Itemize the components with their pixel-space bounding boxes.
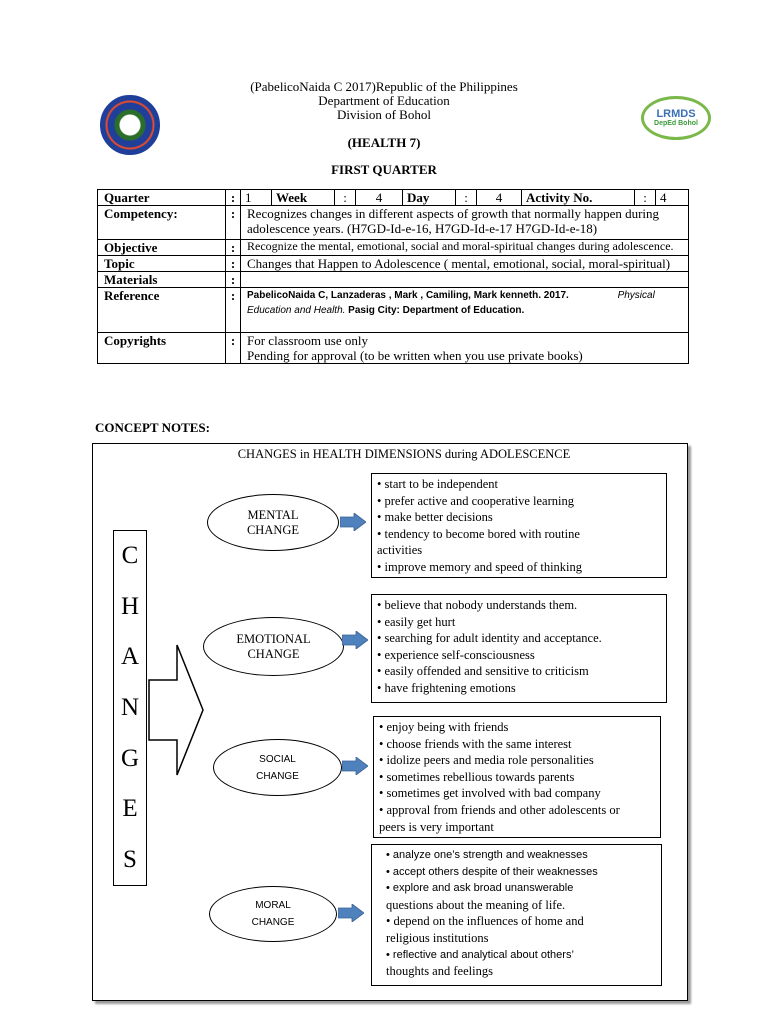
lrmds-logo <box>641 96 711 140</box>
header-line-3: Division of Bohol <box>337 107 431 122</box>
colon: : <box>226 190 241 206</box>
right-arrow-icon <box>340 513 366 531</box>
reference-book-title: Physical Education and Health. <box>247 290 655 316</box>
mental-change-oval <box>207 494 339 551</box>
materials-text <box>241 272 689 288</box>
day-label: Day <box>403 190 456 205</box>
topic-label: Topic <box>98 256 226 272</box>
diagram-title: CHANGES in HEALTH DIMENSIONS during ADOLESCENCE <box>237 447 571 461</box>
colon: : <box>226 288 241 333</box>
reference-text <box>241 288 689 333</box>
list-item: • approval from friends and other adolescents or <box>379 802 620 817</box>
lrmds-logo-text: LRMDS <box>656 107 696 120</box>
activity-value: 4 <box>660 190 667 205</box>
list-item: • searching for adult identity and acceptance. <box>377 631 602 646</box>
big-right-arrow-icon <box>147 640 207 780</box>
colon: : <box>456 190 477 205</box>
competency-row <box>98 206 689 240</box>
list-item: questions about the meaning of life. <box>386 897 566 912</box>
topic-text: Changes that Happen to Adolescence ( mental, emotional, social, moral-spiritual) <box>241 256 689 272</box>
list-item: • tendency to become bored with routine <box>377 526 580 541</box>
changes-letter: G <box>120 744 140 772</box>
list-item: peers is very important <box>379 819 494 834</box>
list-item: • analyze one’s strength and weaknesses <box>386 849 588 861</box>
subject-title: (HEALTH 7) <box>347 135 421 150</box>
copyrights-label: Copyrights <box>98 333 226 364</box>
list-item: • make better decisions <box>377 510 493 525</box>
social-change-oval <box>213 739 342 796</box>
quarter-value: 1 <box>241 190 272 205</box>
emotional-change-label: EMOTIONAL CHANGE <box>236 631 311 661</box>
list-item: • accept others despite of their weaknesses <box>386 865 598 878</box>
colon: : <box>226 240 241 256</box>
copyrights-line-2: Pending for approval (to be written when you use private books) <box>247 348 583 363</box>
mental-change-box <box>371 473 667 578</box>
list-item: • improve memory and speed of thinking <box>377 559 583 574</box>
list-item: thoughts and feelings <box>386 964 493 979</box>
list-item: • experience self-consciousness <box>377 647 535 662</box>
emotional-change-oval <box>203 617 344 676</box>
list-item: activities <box>377 543 423 558</box>
objective-label: Objective <box>98 240 226 256</box>
header-line-2: Department of Education <box>318 93 450 108</box>
reference-authors: PabelicoNaida C, Lanzaderas , Mark , Camiling, Mark kenneth. 2017. <box>247 290 572 301</box>
materials-label: Materials <box>98 272 226 288</box>
quarter-title: FIRST QUARTER <box>331 162 437 177</box>
changes-vertical-word <box>113 530 147 886</box>
week-value: 4 <box>356 190 403 205</box>
moral-change-box <box>371 844 662 986</box>
reference-row <box>98 288 689 333</box>
quarter-week-day-row <box>241 190 688 205</box>
colon: : <box>335 190 356 205</box>
quarter-label: Quarter <box>98 190 226 206</box>
deped-seal-icon <box>100 95 160 155</box>
concept-notes-heading: CONCEPT NOTES: <box>95 420 210 435</box>
right-arrow-icon <box>338 904 364 922</box>
list-item: • easily get hurt <box>377 614 456 629</box>
competency-text: Recognizes changes in different aspects of growth that normally happen during adolescence years. (H7GD-Id-e-16, H7GD-Id-e-17 H7GD-Id-e-18) <box>241 206 689 240</box>
social-change-box <box>373 716 661 838</box>
list-item: • prefer active and cooperative learning <box>377 493 574 508</box>
colon: : <box>226 272 241 288</box>
emotional-change-box <box>371 594 667 703</box>
changes-letter: N <box>120 693 140 721</box>
header-line-1: (PabelicoNaida C 2017)Republic of the Philippines <box>250 79 518 94</box>
changes-letter: A <box>120 643 140 671</box>
social-change-label: SOCIAL CHANGE <box>256 753 299 782</box>
list-item: • reflective and analytical about others’ <box>386 948 574 961</box>
copyrights-row <box>98 333 689 364</box>
copyrights-line-1: For classroom use only <box>247 333 368 348</box>
topic-row <box>98 256 689 272</box>
lrmds-logo-subtext: DepEd Bohol <box>654 119 698 127</box>
competency-label: Competency: <box>98 206 226 240</box>
week-label: Week <box>272 190 335 205</box>
changes-letter: H <box>120 592 140 620</box>
right-arrow-icon <box>342 631 368 649</box>
list-item: • have frightening emotions <box>377 680 516 695</box>
changes-letter: E <box>122 795 138 823</box>
copyrights-text <box>241 333 689 364</box>
objective-text: Recognize the mental, emotional, social and moral-spiritual changes during adolescence. <box>241 240 689 256</box>
reference-publisher: Pasig City: Department of Education. <box>345 305 525 316</box>
activity-label: Activity No. <box>522 190 635 205</box>
colon: : <box>635 190 656 205</box>
list-item: • choose friends with the same interest <box>379 736 572 751</box>
right-arrow-icon <box>342 757 368 775</box>
list-item: • easily offended and sensitive to criticism <box>377 664 589 679</box>
colon: : <box>226 333 241 364</box>
objective-row <box>98 240 689 256</box>
reference-label: Reference <box>98 288 226 333</box>
list-item: • idolize peers and media role personalities <box>379 753 594 768</box>
list-item: • sometimes get involved with bad company <box>379 786 601 801</box>
list-item: • believe that nobody understands them. <box>377 598 578 612</box>
changes-letter: S <box>123 845 137 873</box>
moral-change-oval <box>209 886 337 942</box>
list-item: religious institutions <box>386 930 489 945</box>
lesson-info-table <box>97 189 689 364</box>
list-item: • sometimes rebellious towards parents <box>379 769 575 784</box>
colon: : <box>226 256 241 272</box>
day-value: 4 <box>477 190 522 205</box>
moral-change-label: MORAL CHANGE <box>251 900 295 928</box>
materials-row <box>98 272 689 288</box>
quarter-row <box>98 190 689 206</box>
mental-change-label: MENTAL CHANGE <box>246 507 300 537</box>
list-item: • depend on the influences of home and <box>386 914 584 929</box>
list-item: • enjoy being with friends <box>379 720 509 734</box>
list-item: • explore and ask broad unanswerable <box>386 882 574 895</box>
list-item: • start to be independent <box>377 477 499 491</box>
changes-letter: C <box>121 542 139 570</box>
colon: : <box>226 206 241 240</box>
